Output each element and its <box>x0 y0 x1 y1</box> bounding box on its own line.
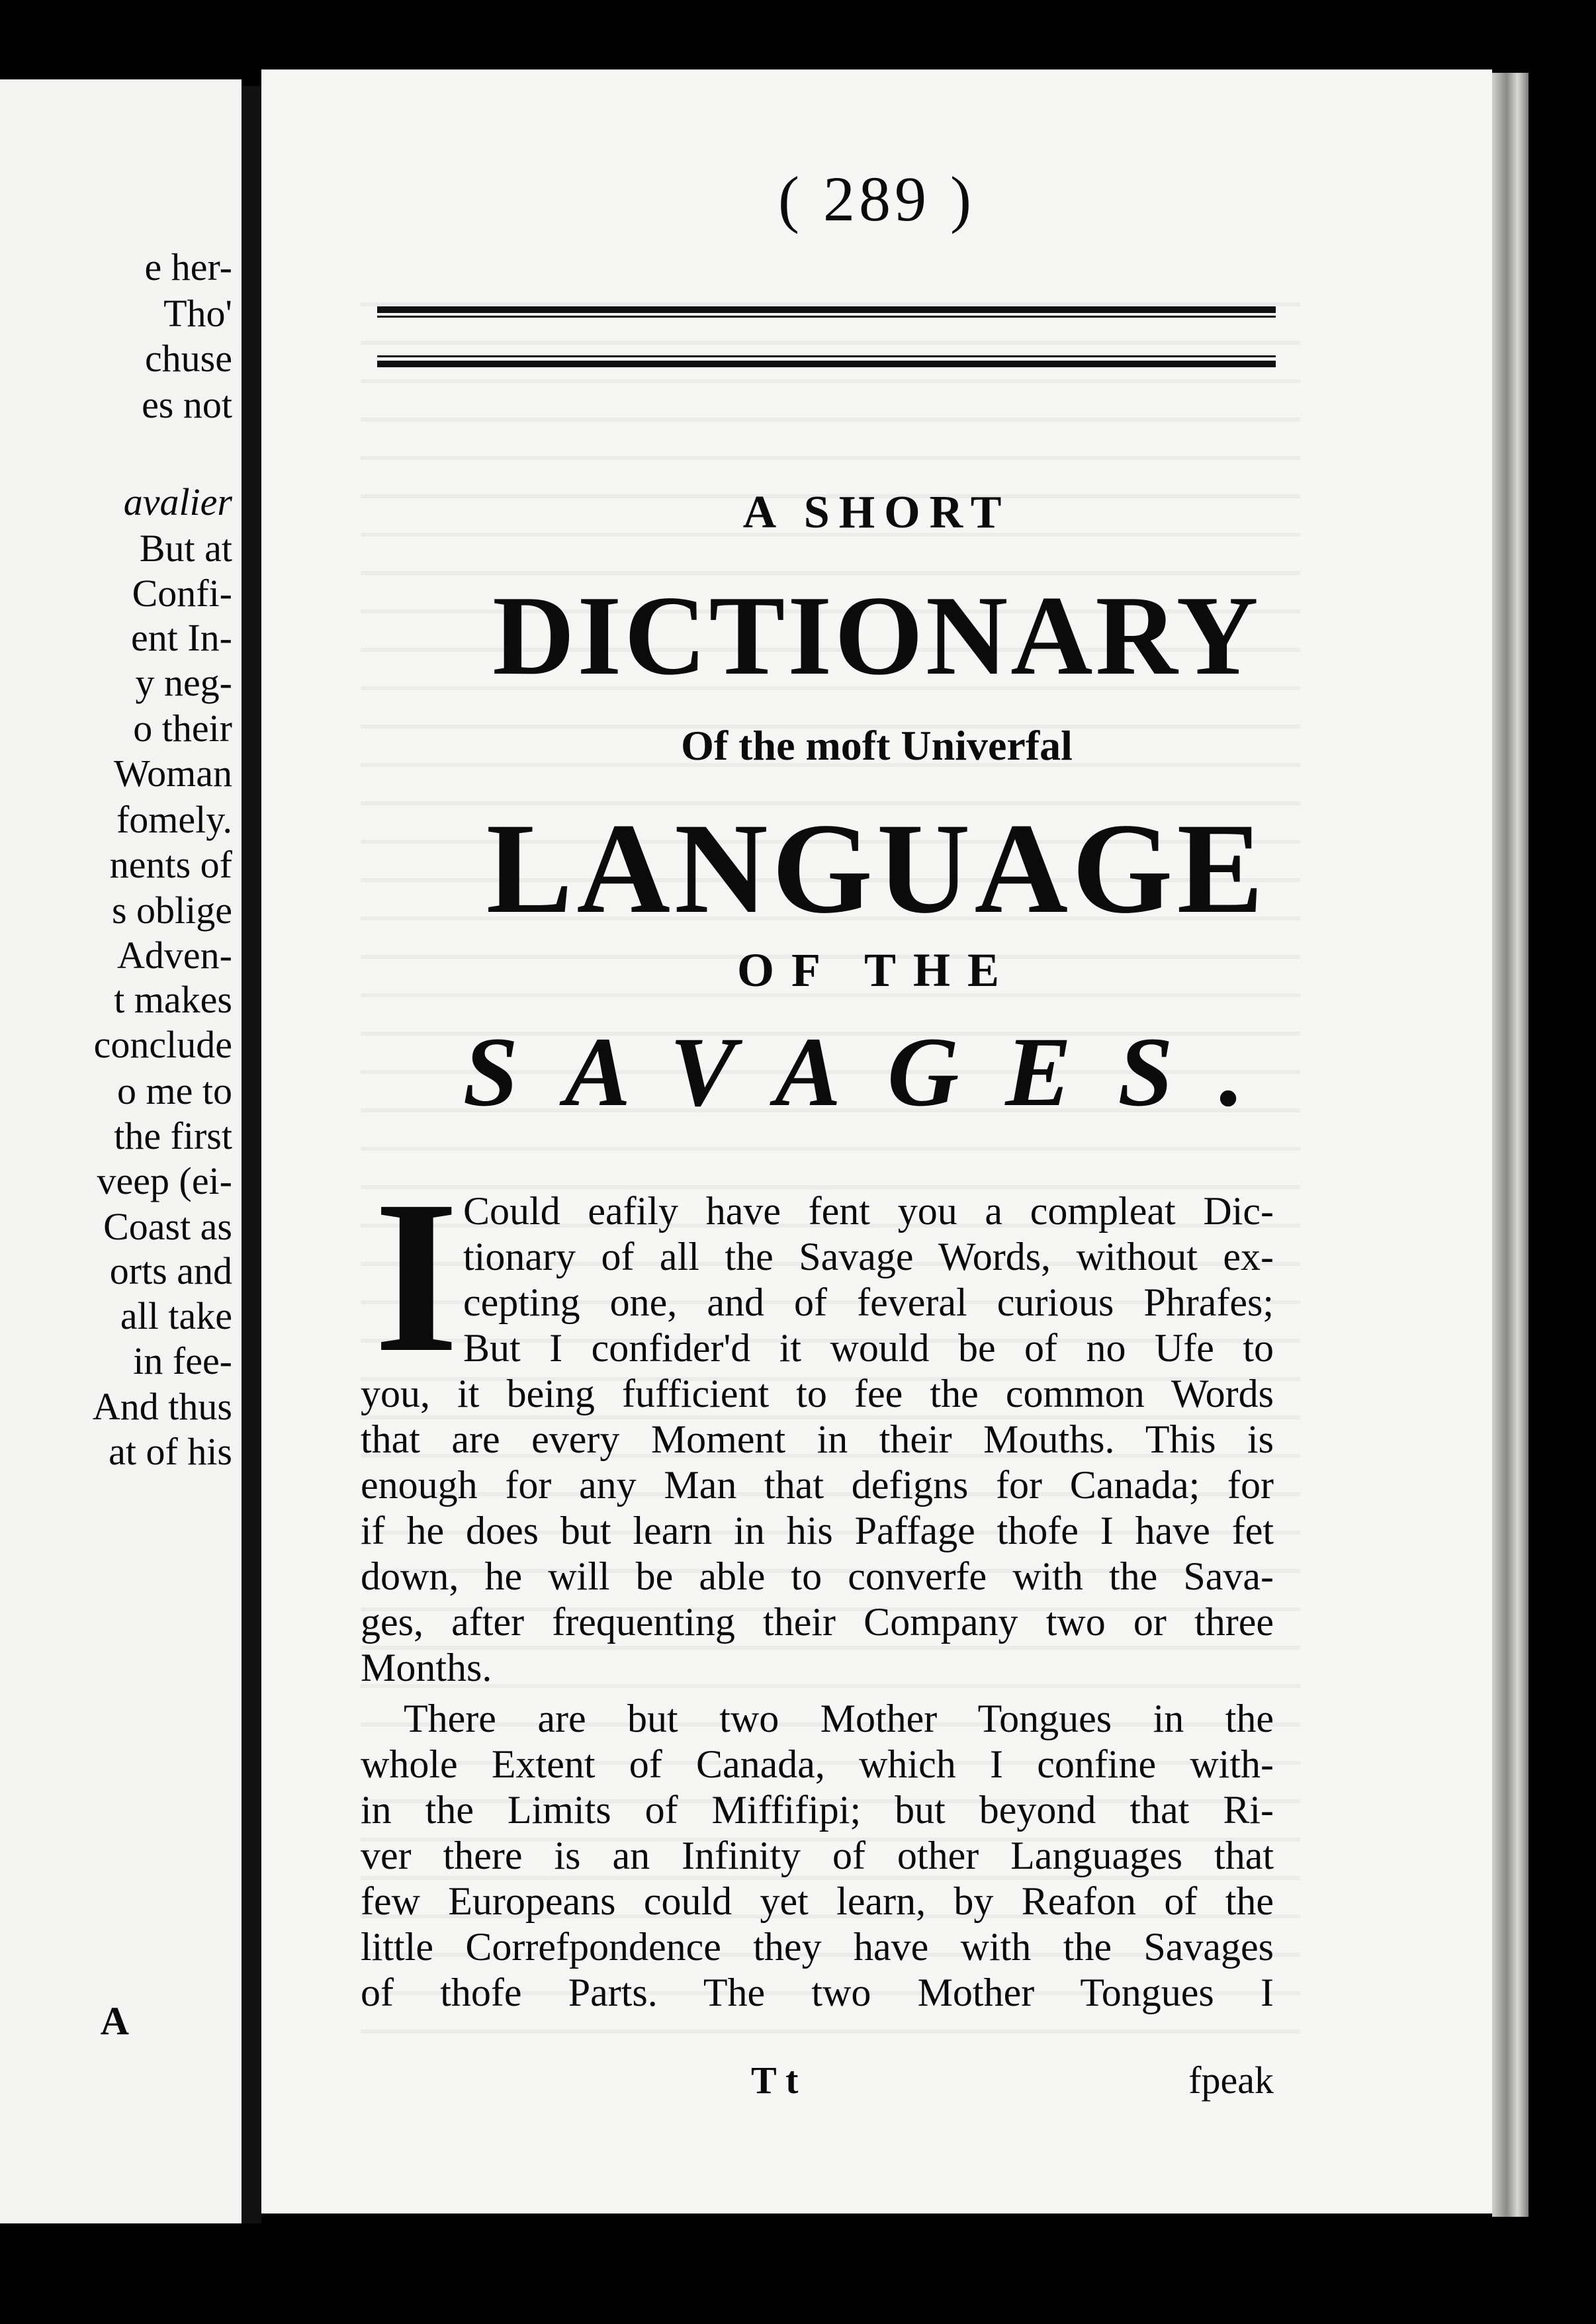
title-line-6: SAVAGES. <box>463 1017 1291 1127</box>
previous-page-line: avalier <box>123 480 232 523</box>
header-rule-top <box>377 306 1276 313</box>
paragraph-2-line: few Europeans could yet learn, by Reafon of the <box>361 1879 1274 1923</box>
paragraph-1-line: if he does but learn in his Paffage thofe I have fet <box>361 1509 1274 1552</box>
previous-page-fragment <box>0 79 242 2223</box>
previous-page-line: o their <box>133 707 232 750</box>
paragraph-2-line: There are but two Mother Tongues in the <box>404 1697 1274 1740</box>
previous-page-line: Woman <box>114 752 232 795</box>
previous-page-line: veep (ei- <box>97 1159 232 1202</box>
title-line-4: LANGUAGE <box>486 797 1268 940</box>
previous-page-line: e her- <box>144 246 232 289</box>
catchword: fpeak <box>1188 2059 1274 2102</box>
paragraph-2-line: of thofe Parts. The two Mother Tongues I <box>361 1971 1274 2014</box>
paragraph-1-line: ges, after frequenting their Company two or three <box>361 1600 1274 1644</box>
previous-page-line: fomely. <box>116 798 232 841</box>
signature-mark: T t <box>751 2059 799 2102</box>
previous-page-catchword: A <box>100 1999 129 2043</box>
title-line-2: DICTIONARY <box>492 573 1261 699</box>
title-line-1: A SHORT <box>742 487 1011 538</box>
previous-page-line: the first <box>114 1114 232 1157</box>
paragraph-2-line: in the Limits of Miffifipi; but beyond that Ri- <box>361 1788 1274 1832</box>
paragraph-2-line: ver there is an Infinity of other Languages that <box>361 1834 1274 1877</box>
previous-page-line: Confi- <box>132 572 232 615</box>
title-line-5: OF THE <box>736 944 1017 997</box>
header-rule-bottom-thin <box>377 355 1276 357</box>
previous-page-line: conclude <box>93 1023 232 1066</box>
previous-page-line: es not <box>142 383 232 426</box>
paragraph-1-line: down, he will be able to converfe with the Sava- <box>361 1554 1274 1598</box>
header-rule-top-thin <box>377 316 1276 318</box>
previous-page-line: ent In- <box>131 616 232 659</box>
previous-page-line: chuse <box>144 337 232 380</box>
paragraph-2-line: little Correfpondence they have with the Savages <box>361 1925 1274 1969</box>
drop-cap: I <box>374 1156 459 1398</box>
previous-page-line: s oblige <box>111 889 232 932</box>
paragraph-1-line: enough for any Man that defigns for Canada; for <box>361 1463 1274 1507</box>
paragraph-1-line: cepting one, and of feveral curious Phrafes; <box>463 1280 1274 1324</box>
previous-page-line: And thus <box>92 1385 232 1428</box>
page-edges <box>1492 73 1529 2217</box>
previous-page-line: Coast as <box>103 1205 232 1248</box>
previous-page-line: t makes <box>114 978 232 1021</box>
page-number: ( 289 ) <box>778 163 975 234</box>
previous-page-line: But at <box>139 527 232 570</box>
paragraph-1-line: Could eafily have fent you a compleat Dic- <box>463 1189 1274 1233</box>
paragraph-1-line: But I confider'd it would be of no Ufe to <box>463 1326 1274 1370</box>
title-line-3: Of the moft Univerfal <box>681 722 1073 769</box>
paragraph-1-line: you, it being fufficient to fee the common Words <box>361 1372 1274 1415</box>
paragraph-1-line: that are every Moment in their Mouths. This is <box>361 1417 1274 1461</box>
paragraph-2-line: whole Extent of Canada, which I confine with- <box>361 1742 1274 1786</box>
previous-page-line: o me to <box>117 1069 232 1112</box>
previous-page-line: nents of <box>109 843 232 886</box>
previous-page-line: at of his <box>109 1430 232 1473</box>
previous-page-line: in fee- <box>133 1339 232 1382</box>
paragraph-1-line: tionary of all the Savage Words, without ex- <box>463 1235 1274 1278</box>
previous-page-line: orts and <box>109 1249 232 1292</box>
previous-page-line: y neg- <box>135 661 232 704</box>
header-rule-bottom <box>377 361 1276 367</box>
previous-page-line: all take <box>120 1294 232 1337</box>
previous-page-line: Tho' <box>163 292 232 335</box>
previous-page-line: Adven- <box>117 934 232 977</box>
paragraph-1-line: Months. <box>361 1646 492 1689</box>
page-289 <box>261 69 1492 2213</box>
gutter <box>242 86 261 2223</box>
